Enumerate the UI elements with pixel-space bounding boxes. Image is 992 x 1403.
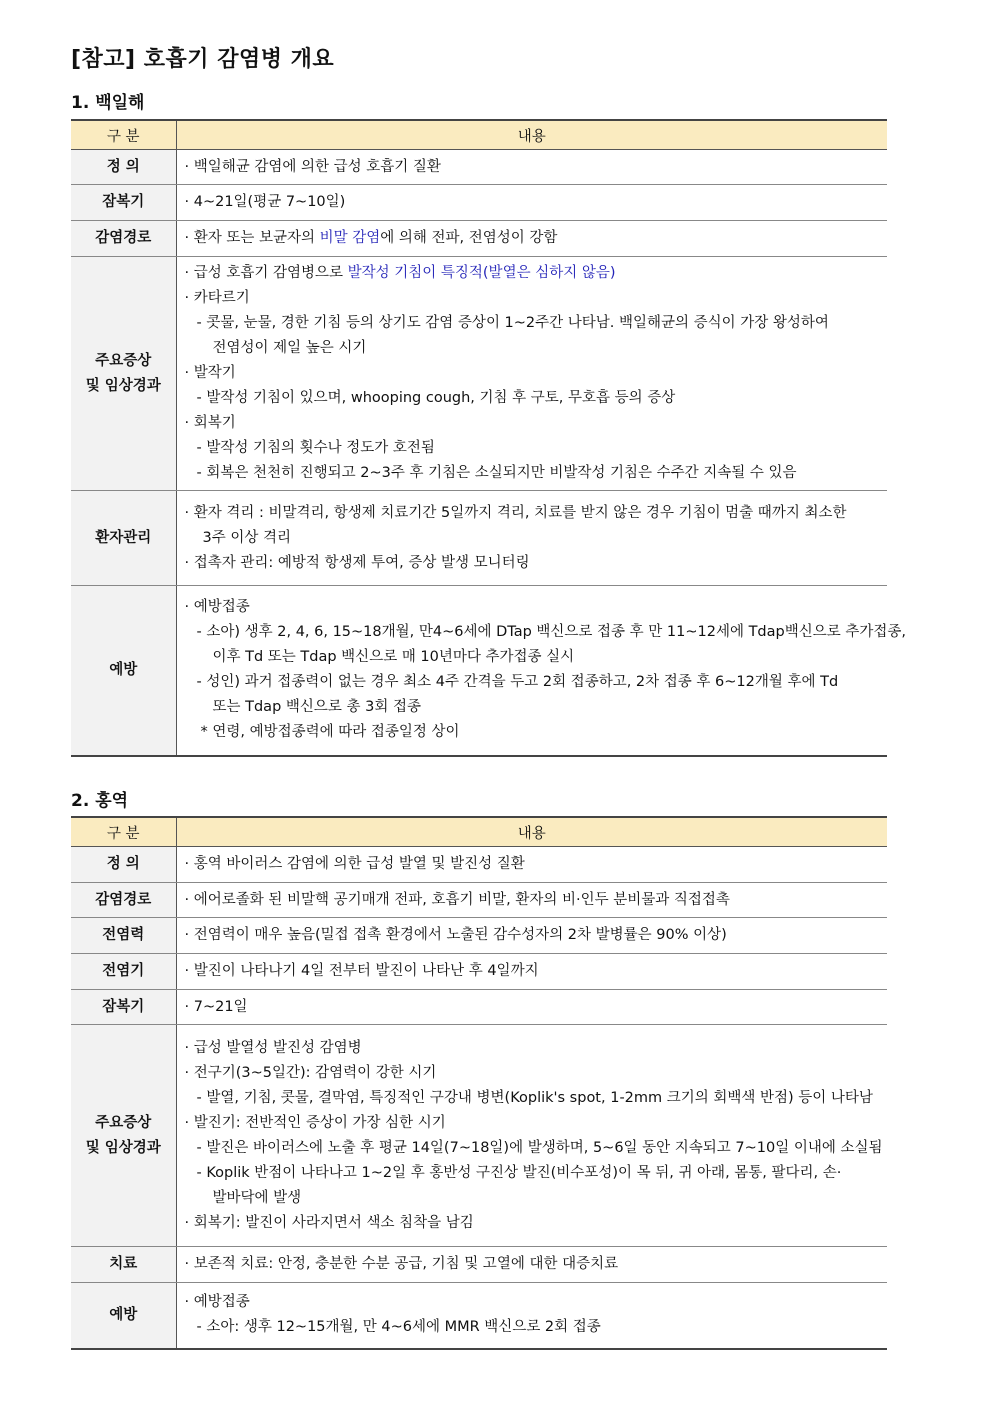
row-content-line: · 예방접종 — [184, 1294, 250, 1311]
row-content-line: · 발진이 나타나기 4일 전부터 발진이 나타난 후 4일까지 — [184, 963, 539, 979]
row-content-line: 3주 이상 격리 — [202, 529, 291, 546]
row-category: 감염경로 — [71, 221, 176, 257]
row-content-line: - 소아) 생후 2, 4, 6, 15~18개월, 만4~6세에 DTap 백신으로 접종 후 만 11~12세에 Tdap백신으로 추가접종, — [196, 624, 906, 641]
table-row — [71, 1025, 887, 1247]
row-content-line: - 소아: 생후 12~15개월, 만 4~6세에 MMR 백신으로 2회 접종 — [196, 1319, 601, 1336]
table-row — [71, 150, 887, 185]
row-content-line: · 에어로졸화 된 비말핵 공기매개 전파, 호흡기 비말, 환자의 비·인두 분비물과 직접접촉 — [184, 891, 730, 908]
row-category — [71, 257, 176, 491]
row-content-line: - 회복은 천천히 진행되고 2~3주 후 기침은 소실되지만 비발작성 기침은 수주간 지속될 수 있음 — [196, 465, 797, 481]
row-content-line: · 접촉자 관리: 예방적 항생제 투여, 증상 발생 모니터링 — [184, 554, 530, 571]
row-content-line: · 4~21일(평균 7~10일) — [184, 194, 346, 210]
highlight-text: 발작성 기침이 특징적(발열은 심하지 않음) — [347, 265, 616, 281]
row-content-line: - 발열, 기침, 콧물, 결막염, 특징적인 구강내 병변(Koplik's spot, 1-2mm 크기의 회백색 반점) 등이 나타남 — [196, 1089, 873, 1106]
row-content-line: - 발작성 기침이 있으며, whooping cough, 기침 후 구토, 무호흡 등의 증상 — [196, 390, 676, 406]
table-row — [71, 491, 887, 586]
table-row — [71, 257, 887, 491]
row-content-line: 발바닥에 발생 — [212, 1189, 302, 1206]
row-content-line: - 발진은 바이러스에 노출 후 평균 14일(7~18일)에 발생하며, 5~6일 동안 지속되고 7~10일 이내에 소실됨 — [196, 1139, 883, 1156]
row-content-line: 전염성이 제일 높은 시기 — [212, 340, 367, 356]
table-row — [71, 954, 887, 990]
row-category — [71, 1025, 176, 1247]
row-category-line: 주요증상 — [95, 1114, 152, 1131]
row-content-line: * 연령, 예방접종력에 따라 접종일정 상이 — [200, 724, 460, 741]
table-row — [71, 185, 887, 221]
row-content-line: · 홍역 바이러스 감염에 의한 급성 발열 및 발진성 질환 — [184, 856, 525, 872]
row-content-line: 또는 Tdap 백신으로 총 3회 접종 — [212, 699, 421, 716]
row-content-line: · 급성 발열성 발진성 감염병 — [184, 1039, 362, 1056]
row-category: 잠복기 — [71, 990, 176, 1025]
table-row — [71, 586, 887, 756]
row-content-line: · 회복기: 발진이 사라지면서 색소 침착을 남김 — [184, 1214, 474, 1231]
row-content-line: 이후 Td 또는 Tdap 백신으로 매 10년마다 추가접종 실시 — [212, 649, 575, 666]
header-content: 내용 — [176, 120, 887, 150]
row-category: 예방 — [71, 586, 176, 756]
table-row — [71, 883, 887, 918]
row-content-line: - Koplik 반점이 나타나고 1~2일 후 홍반성 구진상 발진(비수포성)이 목 뒤, 귀 아래, 몸통, 팔다리, 손· — [196, 1164, 842, 1181]
row-content-line: · 환자 또는 보균자의 비말 감염에 의해 전파, 전염성이 강함 — [184, 230, 558, 246]
row-content-line: - 발작성 기침의 횟수나 정도가 호전됨 — [196, 440, 435, 456]
row-content-line: · 예방접종 — [184, 599, 250, 616]
header-content: 내용 — [176, 817, 887, 847]
table-row — [71, 1283, 887, 1349]
row-content-line: · 환자 격리 : 비말격리, 항생제 치료기간 5일까지 격리, 치료를 받지 않은 경우 기침이 멈출 때까지 최소한 — [184, 504, 847, 521]
row-content-line: - 콧물, 눈물, 경한 기침 등의 상기도 감염 증상이 1~2주간 나타남. 백일해균의 증식이 가장 왕성하여 — [196, 315, 829, 331]
page-title: [참고] 호흡기 감염병 개요 — [71, 47, 335, 72]
row-category: 전염력 — [71, 918, 176, 954]
row-content-line: · 전염력이 매우 높음(밀접 접촉 환경에서 노출된 감수성자의 2차 발병률은 90% 이상) — [184, 927, 727, 943]
row-category: 전염기 — [71, 954, 176, 990]
row-content-line: · 회복기 — [184, 415, 236, 431]
table-row — [71, 1247, 887, 1283]
row-category: 감염경로 — [71, 883, 176, 918]
table-row — [71, 918, 887, 954]
row-category-line: 주요증상 — [95, 352, 152, 369]
header-category: 구 분 — [71, 817, 176, 847]
row-category-line: 및 임상경과 — [85, 1139, 161, 1156]
row-content-line: · 백일해균 감염에 의한 급성 호흡기 질환 — [184, 158, 441, 175]
row-category: 예방 — [71, 1283, 176, 1349]
row-category: 정 의 — [71, 150, 176, 185]
table-header-row — [71, 817, 887, 847]
header-category: 구 분 — [71, 120, 176, 150]
row-content-line: · 발작기 — [184, 365, 236, 381]
table-header-row — [71, 120, 887, 150]
row-content-line: · 급성 호흡기 감염병으로 발작성 기침이 특징적(발열은 심하지 않음) — [184, 265, 616, 281]
section-heading-pertussis: 1. 백일해 — [71, 93, 145, 113]
row-content-line: · 7~21일 — [184, 998, 248, 1015]
row-content-line: · 카타르기 — [184, 290, 250, 306]
row-category: 치료 — [71, 1247, 176, 1283]
highlight-text: 비말 감염 — [319, 230, 381, 246]
section-heading-measles: 2. 홍역 — [71, 791, 129, 811]
row-content-line: · 보존적 치료: 안정, 충분한 수분 공급, 기침 및 고열에 대한 대증치료 — [184, 1256, 619, 1272]
row-category: 환자관리 — [71, 491, 176, 586]
row-category: 잠복기 — [71, 185, 176, 221]
table-row — [71, 847, 887, 883]
table-row — [71, 990, 887, 1025]
table-row — [71, 221, 887, 257]
row-content-line: - 성인) 과거 접종력이 없는 경우 최소 4주 간격을 두고 2회 접종하고, 2차 접종 후 6~12개월 후에 Td — [196, 674, 839, 691]
pertussis-table — [71, 119, 906, 757]
measles-table — [71, 816, 887, 1350]
row-category-line: 및 임상경과 — [85, 377, 161, 394]
row-category: 정 의 — [71, 847, 176, 883]
row-content-line: · 전구기(3~5일간): 감염력이 강한 시기 — [184, 1064, 437, 1081]
row-content-line: · 발진기: 전반적인 증상이 가장 심한 시기 — [184, 1114, 446, 1131]
